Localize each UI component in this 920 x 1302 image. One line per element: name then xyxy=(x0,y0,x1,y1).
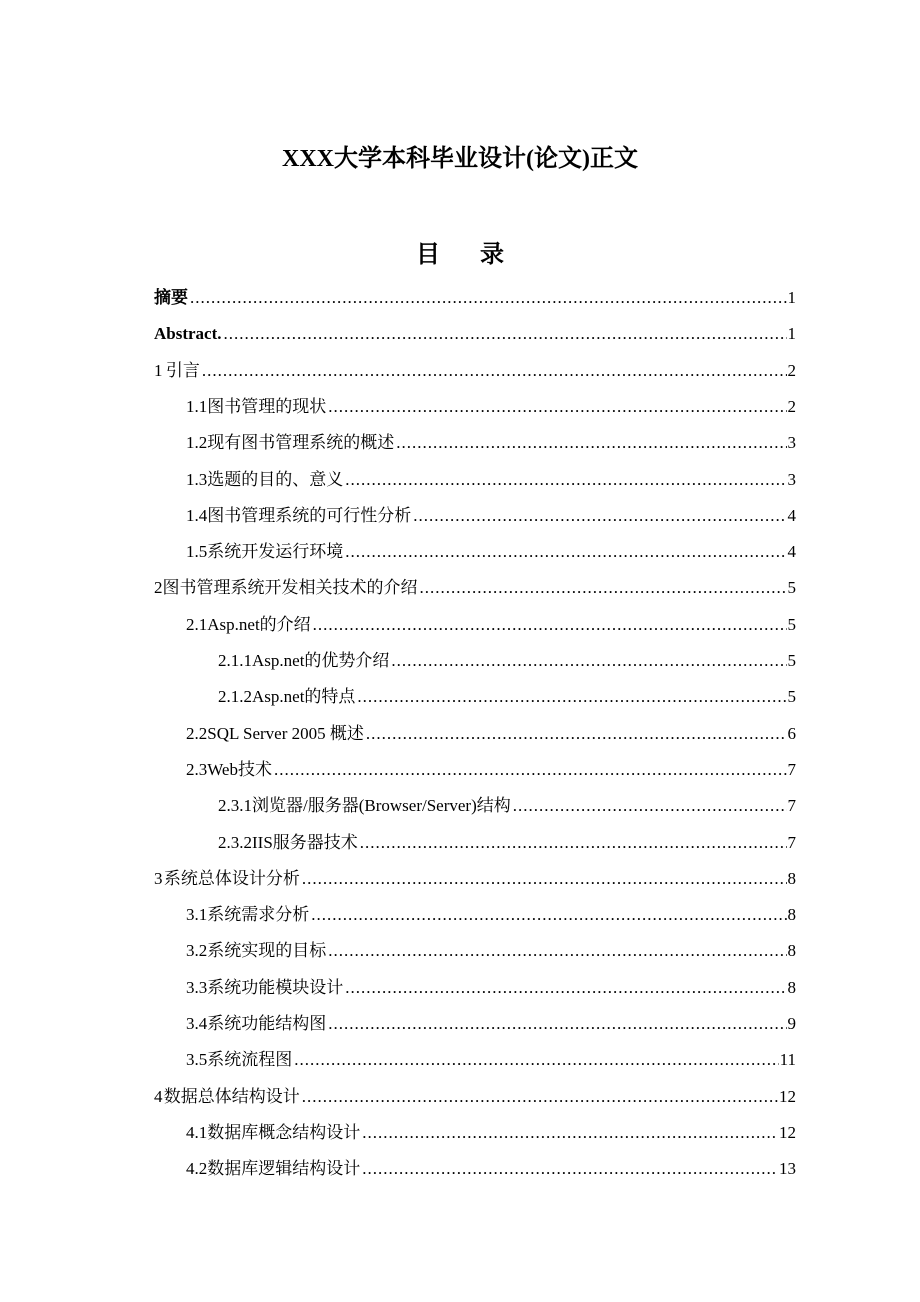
toc-leader-dots xyxy=(357,679,786,715)
toc-entry-number: 3.3 xyxy=(186,977,208,997)
toc-leader-dots xyxy=(345,970,786,1006)
toc-entry-title: Asp.net的优势介绍 xyxy=(252,651,390,670)
toc-leader-dots xyxy=(294,1042,778,1078)
toc-entry-page: 3 xyxy=(787,469,796,489)
toc-entry-title: 浏览器/服务器(Browser/Server)结构 xyxy=(252,796,511,816)
toc-leader-dots xyxy=(413,498,786,534)
toc-entry-number: 2.3.1 xyxy=(218,796,252,816)
toc-leader-dots xyxy=(366,716,787,752)
toc-entry[interactable] xyxy=(154,280,796,316)
toc-entry-title: IIS服务器技术 xyxy=(252,832,358,852)
toc-leader-dots xyxy=(396,425,786,461)
toc-leader-dots xyxy=(302,861,787,897)
toc-entry-number: 1.4 xyxy=(186,505,208,525)
toc-entry-page: 13 xyxy=(779,1159,796,1179)
toc-entry-title: SQL Server 2005 概述 xyxy=(207,723,364,743)
toc-entry-page: 5 xyxy=(787,578,796,598)
toc-entry-title: 系统功能结构图 xyxy=(207,1014,327,1033)
toc-entry[interactable] xyxy=(154,316,796,352)
toc-entry-page: 7 xyxy=(787,759,796,779)
toc-entry-page: 2 xyxy=(787,396,796,416)
toc-entry-page: 12 xyxy=(779,1122,796,1142)
toc-entry-page: 11 xyxy=(779,1050,796,1070)
toc-entry-number: 1.2 xyxy=(186,433,208,453)
toc-leader-dots xyxy=(513,788,787,824)
toc-leader-dots xyxy=(345,462,786,498)
toc-entry-page: 12 xyxy=(779,1086,796,1106)
toc-entry-number: 3.2 xyxy=(186,941,208,961)
toc-entry[interactable] xyxy=(186,1042,796,1078)
toc-entry-number: 1.1 xyxy=(186,396,208,416)
toc-entry-page: 8 xyxy=(787,977,796,997)
toc-leader-dots xyxy=(224,316,787,352)
toc-entry-title: Asp.net的介绍 xyxy=(207,614,311,634)
toc-entry[interactable] xyxy=(186,607,796,643)
toc-entry-title: 数据总体结构设计 xyxy=(163,1086,300,1106)
toc-entry-number: 4.1 xyxy=(186,1122,208,1142)
toc-entry-number: 2.1 xyxy=(186,614,208,634)
toc-entry-page: 5 xyxy=(787,614,796,634)
toc-entry[interactable] xyxy=(186,970,796,1006)
toc-entry[interactable] xyxy=(186,716,796,752)
toc-entry-number: 3.1 xyxy=(186,905,208,925)
toc-entry[interactable] xyxy=(186,534,796,570)
toc-entry-number: 3.5 xyxy=(186,1050,208,1070)
toc-entry[interactable] xyxy=(154,1079,796,1115)
toc-entry-page: 7 xyxy=(787,796,796,816)
toc-entry-page: 5 xyxy=(787,651,796,670)
toc-leader-dots xyxy=(328,1006,786,1042)
toc-leader-dots xyxy=(328,933,786,969)
toc-entry[interactable] xyxy=(218,788,796,824)
toc-entry-title: 图书管理系统的可行性分析 xyxy=(207,505,412,525)
toc-entry[interactable] xyxy=(154,861,796,897)
toc-entry-number: 2.3.2 xyxy=(218,832,252,852)
toc-entry-page: 6 xyxy=(787,723,796,743)
toc-entry-page: 8 xyxy=(787,941,796,961)
toc-entry-number: 3.4 xyxy=(186,1014,208,1033)
toc-entry-page: 8 xyxy=(787,868,796,888)
toc-entry-page: 1 xyxy=(787,324,796,344)
toc-entry-number: 4 xyxy=(154,1086,163,1106)
toc-leader-dots xyxy=(202,353,787,389)
toc-entry-number: 1.3 xyxy=(186,469,208,489)
toc-entry-number: 2.3 xyxy=(186,759,208,779)
toc-leader-dots xyxy=(420,570,787,606)
toc-entry-title: 现有图书管理系统的概述 xyxy=(207,433,395,453)
toc-entry[interactable] xyxy=(218,643,796,679)
toc-entry-title: Web技术 xyxy=(207,759,272,779)
toc-entry[interactable] xyxy=(154,570,796,606)
document-title: XXX大学本科毕业设计(论文)正文 xyxy=(282,146,638,172)
toc-leader-dots xyxy=(362,1151,778,1187)
toc-entry-title: 摘要 xyxy=(154,288,188,307)
toc-entry-page: 5 xyxy=(787,687,796,707)
toc-entry[interactable] xyxy=(218,825,796,861)
toc-entry-page: 2 xyxy=(787,360,796,380)
toc-entry-title: 数据库概念结构设计 xyxy=(207,1122,361,1142)
toc-entry-number: 1.5 xyxy=(186,542,208,562)
toc-entry-title: Asp.net的特点 xyxy=(252,687,356,707)
toc-entry[interactable] xyxy=(186,425,796,461)
toc-entry-number: 2.1.2 xyxy=(218,687,252,707)
toc-entry[interactable] xyxy=(186,498,796,534)
toc-entry-title: 系统需求分析 xyxy=(207,905,310,925)
toc-entry-number: 2.2 xyxy=(186,723,208,743)
toc-entry-title: 系统流程图 xyxy=(207,1050,293,1070)
toc-entry[interactable] xyxy=(186,389,796,425)
toc-heading-char-2: 录 xyxy=(480,242,504,268)
toc-entry-number: 2.1.1 xyxy=(218,651,252,670)
toc-entry[interactable] xyxy=(186,462,796,498)
toc-entry-number: 2 xyxy=(154,578,163,598)
toc-leader-dots xyxy=(190,280,787,316)
toc-entry-number: 1 xyxy=(154,360,163,380)
toc-leader-dots xyxy=(313,607,787,643)
toc-leader-dots xyxy=(274,752,787,788)
toc-entry-title: 系统功能模块设计 xyxy=(207,977,344,997)
toc-heading xyxy=(0,237,920,273)
toc-entry-page: 1 xyxy=(787,288,796,307)
toc-entry-page: 4 xyxy=(787,505,796,525)
toc-entry-title: 系统总体设计分析 xyxy=(163,868,300,888)
toc-entry-title: 系统实现的目标 xyxy=(207,941,327,961)
toc-entry-page: 7 xyxy=(787,832,796,852)
toc-entry[interactable] xyxy=(154,353,796,389)
toc-leader-dots xyxy=(345,534,786,570)
toc-leader-dots xyxy=(311,897,786,933)
toc-entry-page: 8 xyxy=(787,905,796,925)
toc-entry[interactable] xyxy=(186,752,796,788)
toc-heading-char-1: 目 xyxy=(416,242,440,268)
toc-entry[interactable] xyxy=(186,1006,796,1042)
toc-entry-title: 数据库逻辑结构设计 xyxy=(207,1159,361,1179)
toc-entry[interactable] xyxy=(186,933,796,969)
toc-entry[interactable] xyxy=(218,679,796,715)
toc-entry[interactable] xyxy=(186,1151,796,1187)
toc-entry-title: Abstract. xyxy=(154,324,222,344)
toc-entry-page: 9 xyxy=(787,1014,796,1033)
toc-leader-dots xyxy=(391,643,786,679)
toc-leader-dots xyxy=(362,1115,778,1151)
toc-leader-dots xyxy=(302,1079,778,1115)
toc-entry-title: 图书管理的现状 xyxy=(207,396,327,416)
toc-entry-number: 4.2 xyxy=(186,1159,208,1179)
toc-entry-page: 4 xyxy=(787,542,796,562)
toc-leader-dots xyxy=(328,389,786,425)
toc-leader-dots xyxy=(360,825,787,861)
toc-entry-title: 引言 xyxy=(165,360,200,380)
toc-entry-number: 3 xyxy=(154,868,163,888)
toc-entry-title: 选题的目的、意义 xyxy=(207,469,344,489)
toc-entry-page: 3 xyxy=(787,433,796,453)
toc-entry-title: 图书管理系统开发相关技术的介绍 xyxy=(162,578,418,598)
toc-entry[interactable] xyxy=(186,897,796,933)
toc-entry[interactable] xyxy=(186,1115,796,1151)
toc-entry-title: 系统开发运行环境 xyxy=(207,542,344,562)
